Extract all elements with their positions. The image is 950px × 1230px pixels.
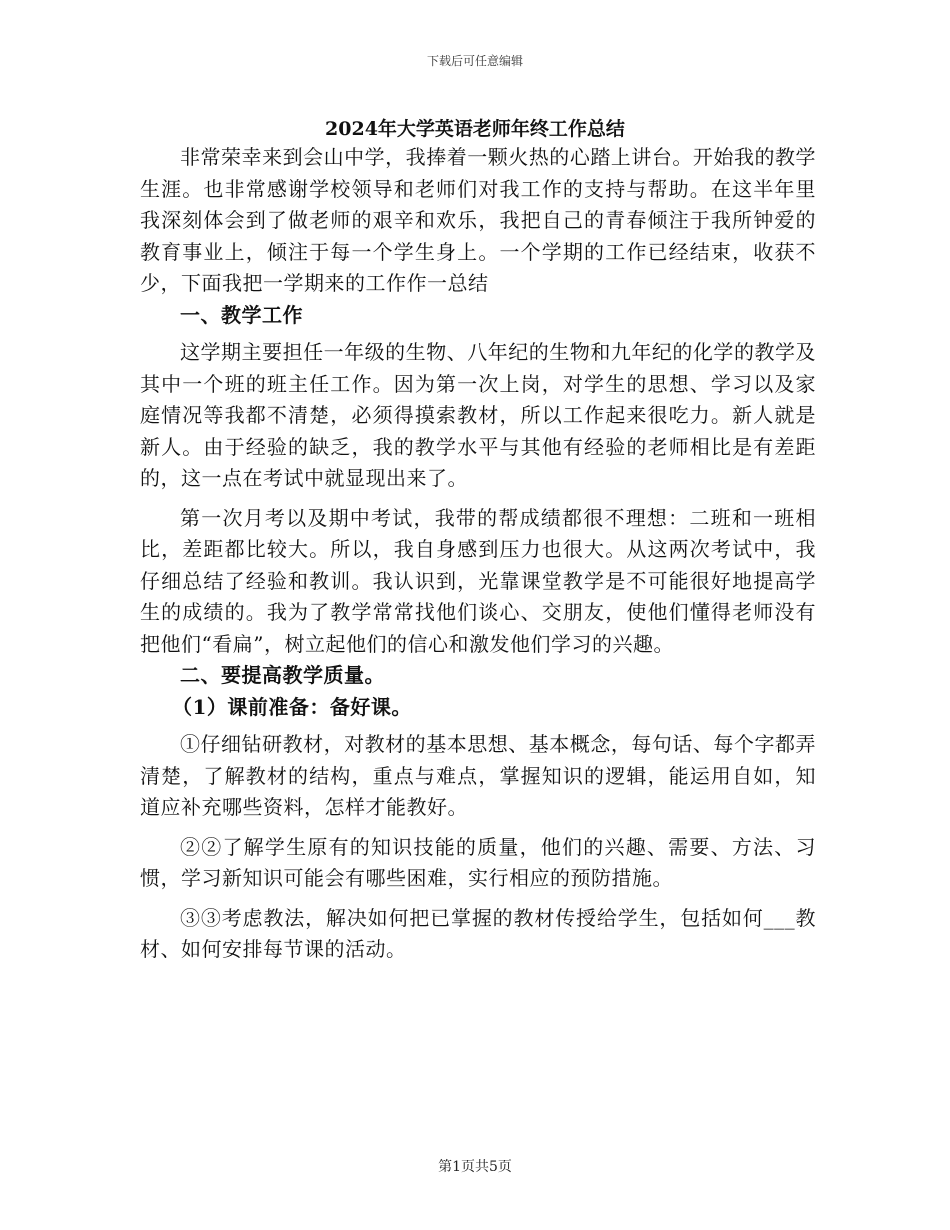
document-body bbox=[140, 142, 816, 966]
section-heading-teaching-quality: 二、要提高教学质量。 bbox=[180, 663, 385, 687]
section-heading-teaching-work: 一、教学工作 bbox=[180, 302, 303, 327]
paragraph-intro: 非常荣幸来到会山中学，我捧着一颗火热的心踏上讲台。开始我的教学生涯。也非常感谢学校领导和老师们对我工作的支持与帮助。在这半年里我深刻体会到了做老师的艰辛和欢乐，我把自己的青春倾注于我所钟爱的教育事业上，倾注于每一个学生身上。一个学期的工作已经结束，收获不少，下面我把一学期来的工作作一总结 bbox=[140, 145, 816, 295]
page-indicator: 第1页共5页 bbox=[438, 1159, 512, 1175]
list-item-teaching-methods: ③③考虑教法，解决如何把已掌握的教材传授给学生，包括如何___教材、如何安排每节课的活动。 bbox=[140, 905, 816, 961]
paragraph-teaching-work: 这学期主要担任一年级的生物、八年纪的生物和九年纪的化学的教学及其中一个班的班主任工作。因为第一次上岗，对学生的思想、学习以及家庭情况等我都不清楚，必须得摸索教材，所以工作起来很吃力。新人就是新人。由于经验的缺乏，我的教学水平与其他有经验的老师相比是有差距的，这一点在考试中就显现出来了。 bbox=[140, 340, 816, 490]
header-note: 下载后可任意编辑 bbox=[426, 54, 523, 68]
document-title: 2024年大学英语老师年终工作总结 bbox=[325, 118, 625, 140]
list-item-understand-students: ②②了解学生原有的知识技能的质量，他们的兴趣、需要、方法、习惯，学习新知识可能会有哪些困难，实行相应的预防措施。 bbox=[140, 834, 816, 890]
list-item-study-materials: ①仔细钻研教材，对教材的基本思想、基本概念，每句话、每个字都弄清楚，了解教材的结构，重点与难点，掌握知识的逻辑，能运用自如，知道应补充哪些资料，怎样才能教好。 bbox=[140, 732, 816, 819]
subheading-lesson-preparation: （1）课前准备：备好课。 bbox=[172, 694, 412, 719]
paragraph-exams: 第一次月考以及期中考试，我带的帮成绩都很不理想：二班和一班相比，差距都比较大。所以，我自身感到压力也很大。从这两次考试中，我仔细总结了经验和教训。我认识到，光靠课堂教学是不可能很好地提高学生的成绩的。我为了教学常常找他们谈心、交朋友，使他们懂得老师没有把他们“看扁”，树立起他们的信心和激发他们学习的兴趣。 bbox=[140, 505, 816, 656]
